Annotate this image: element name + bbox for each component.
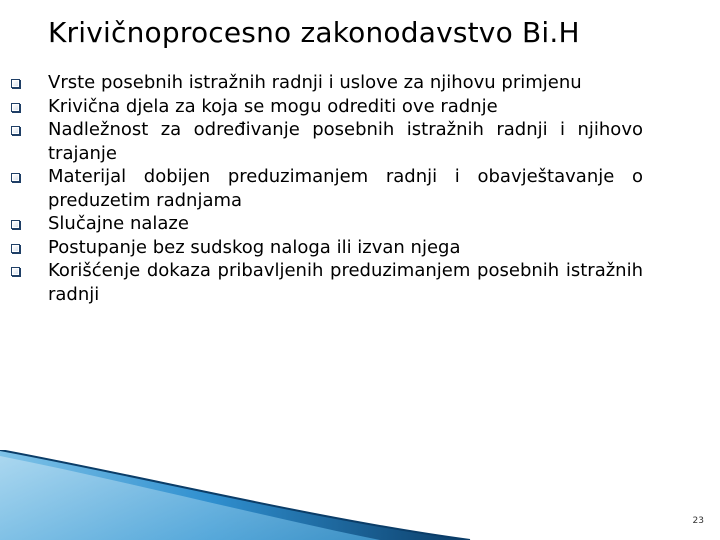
decorative-swoosh	[0, 450, 720, 540]
bullet-item	[0, 165, 643, 212]
square-bullet-icon	[11, 244, 20, 253]
bullet-item	[0, 118, 643, 165]
square-bullet-icon	[11, 103, 20, 112]
bullet-item	[0, 95, 643, 119]
bullet-text: Slučajne nalaze	[48, 213, 189, 234]
bullet-item	[0, 71, 643, 95]
bullet-text: Krivična djela za koja se mogu odrediti ove radnje	[48, 95, 498, 117]
bullet-item	[0, 212, 643, 236]
bullet-text: Vrste posebnih istražnih radnji i uslove za njihovu primjenu	[48, 72, 582, 93]
bullet-text: Materijal dobijen preduzimanjem radnji i obavještavanje o preduzetim radnjama	[48, 166, 643, 211]
slide-title: Krivičnoprocesno zakonodavstvo Bi.H	[48, 16, 580, 49]
bullet-item	[0, 236, 643, 260]
bullet-text: Postupanje bez sudskog naloga ili izvan njega	[48, 236, 461, 258]
square-bullet-icon	[11, 126, 20, 135]
square-bullet-icon	[11, 79, 20, 88]
square-bullet-icon	[11, 220, 20, 229]
square-bullet-icon	[11, 173, 20, 182]
bullet-item	[0, 259, 643, 306]
bullet-text: Nadležnost za određivanje posebnih istražnih radnji i njihovo trajanje	[48, 119, 643, 164]
bullet-text: Korišćenje dokaza pribavljenih preduzimanjem posebnih istražnih radnji	[48, 260, 643, 305]
page-number: 23	[692, 516, 704, 526]
bullet-list	[0, 71, 643, 306]
square-bullet-icon	[11, 267, 20, 276]
